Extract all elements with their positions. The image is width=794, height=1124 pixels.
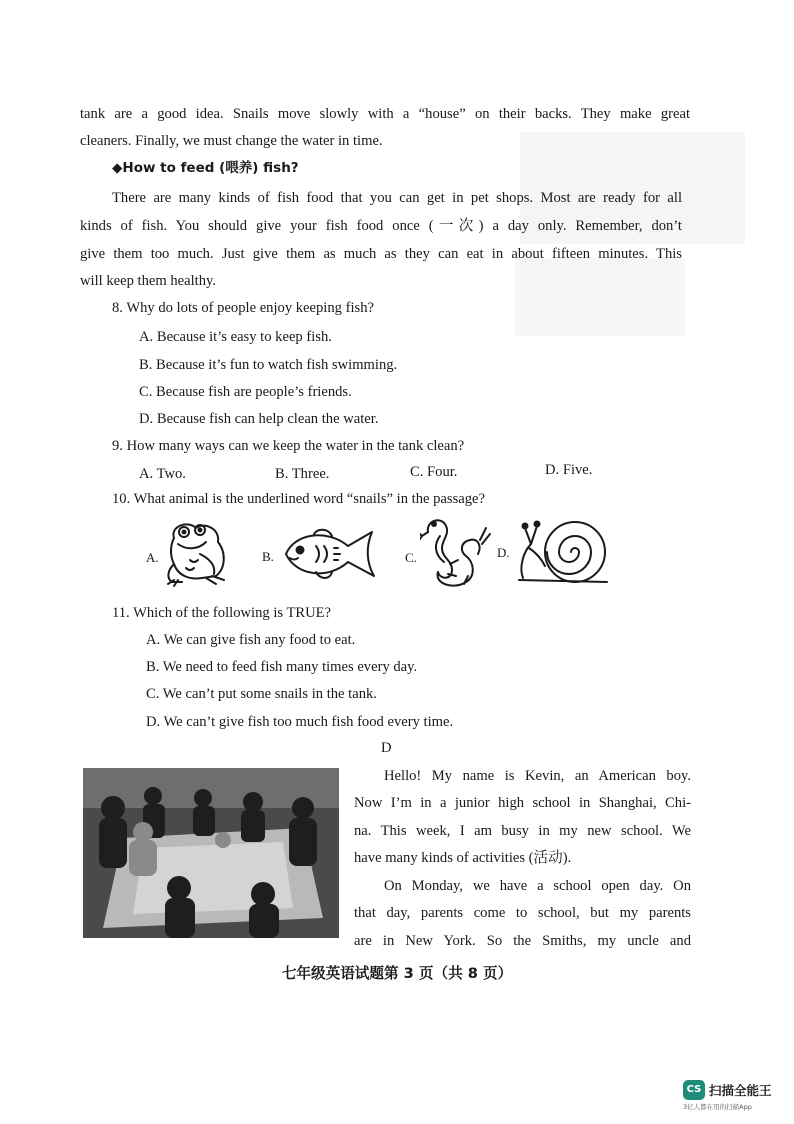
option-11-d[interactable]: D. We can’t give fish too much fish food every time.: [146, 714, 454, 730]
scanner-watermark: [683, 1080, 783, 1114]
option-10-d[interactable]: D.: [497, 545, 510, 560]
option-10-c[interactable]: C.: [405, 550, 417, 565]
question-number: 8.: [112, 300, 123, 316]
option-11-c[interactable]: C. We can’t put some snails in the tank.: [146, 686, 377, 702]
watermark-tagline: 3亿人都在用的扫描App: [683, 1103, 752, 1111]
question-10: [112, 489, 485, 509]
option-9-d[interactable]: D. Five.: [545, 462, 593, 478]
passage-label: D: [381, 740, 392, 756]
question-9: [112, 436, 464, 456]
passage-line: kinds of fish. You should give your fish food once (一次) a day only. Remember, don’t: [80, 218, 682, 234]
question-number: 11.: [112, 605, 130, 621]
passage-line: that day, parents come to school, but my parents: [354, 905, 691, 921]
bleed-through-image: [515, 258, 685, 336]
camscanner-logo-icon: CS: [683, 1080, 705, 1100]
passage-line: have many kinds of activities (活动).: [354, 850, 572, 866]
snail-icon[interactable]: [515, 518, 615, 590]
option-11-b[interactable]: B. We need to feed fish many times every day.: [146, 659, 418, 675]
option-8-a[interactable]: A. Because it’s easy to keep fish.: [139, 329, 332, 345]
passage-line: Now I’m in a junior high school in Shanghai, Chi-: [354, 795, 691, 811]
question-stem: Why do lots of people enjoy keeping fish?: [126, 300, 374, 316]
option-8-d[interactable]: D. Because fish can help clean the water.: [139, 411, 379, 427]
option-9-a[interactable]: A. Two.: [139, 466, 186, 482]
passage-line: On Monday, we have a school open day. On: [384, 878, 691, 894]
option-10-b[interactable]: B.: [262, 549, 274, 564]
question-stem: What animal is the underlined word “snails” in the passage?: [133, 491, 485, 507]
frog-icon[interactable]: [160, 518, 236, 590]
question-stem: How many ways can we keep the water in the tank clean?: [126, 438, 465, 454]
question-stem: Which of the following is TRUE?: [133, 605, 332, 621]
page-footer: 七年级英语试题第 3 页（共 8 页）: [281, 965, 513, 982]
option-8-b[interactable]: B. Because it’s fun to watch fish swimming.: [139, 357, 398, 373]
option-9-c[interactable]: C. Four.: [410, 464, 458, 480]
passage-line: na. This week, I am busy in my new school. We: [354, 823, 691, 839]
passage-line: will keep them healthy.: [80, 273, 217, 289]
diamond-bullet-icon: ◆: [112, 160, 123, 176]
question-number: 10.: [112, 491, 131, 507]
option-10-a[interactable]: A.: [146, 550, 159, 565]
photo-illustration: [83, 768, 339, 938]
snake-icon[interactable]: [420, 514, 492, 592]
fish-icon[interactable]: [280, 524, 380, 584]
question-8: [112, 298, 374, 318]
question-11: [112, 603, 331, 623]
school-activity-photo: [83, 768, 339, 938]
watermark-name: 扫描全能王: [709, 1083, 772, 1098]
section-heading: [112, 158, 299, 178]
passage-line: cleaners. Finally, we must change the water in time.: [80, 133, 383, 149]
question-number: 9.: [112, 438, 123, 454]
section-heading-text: How to feed (喂养) fish?: [122, 160, 299, 176]
option-9-b[interactable]: B. Three.: [275, 466, 330, 482]
passage-line: are in New York. So the Smiths, my uncle and: [354, 933, 691, 949]
passage-line: There are many kinds of fish food that you can get in pet shops. Most are ready for all: [112, 190, 682, 206]
passage-line: tank are a good idea. Snails move slowly with a “house” on their backs. They make great: [80, 106, 690, 122]
option-8-c[interactable]: C. Because fish are people’s friends.: [139, 384, 352, 400]
passage-line: give them too much. Just give them as much as they can eat in about fifteen minutes. This: [80, 246, 682, 262]
option-11-a[interactable]: A. We can give fish any food to eat.: [146, 632, 356, 648]
passage-line: Hello! My name is Kevin, an American boy.: [384, 768, 691, 784]
